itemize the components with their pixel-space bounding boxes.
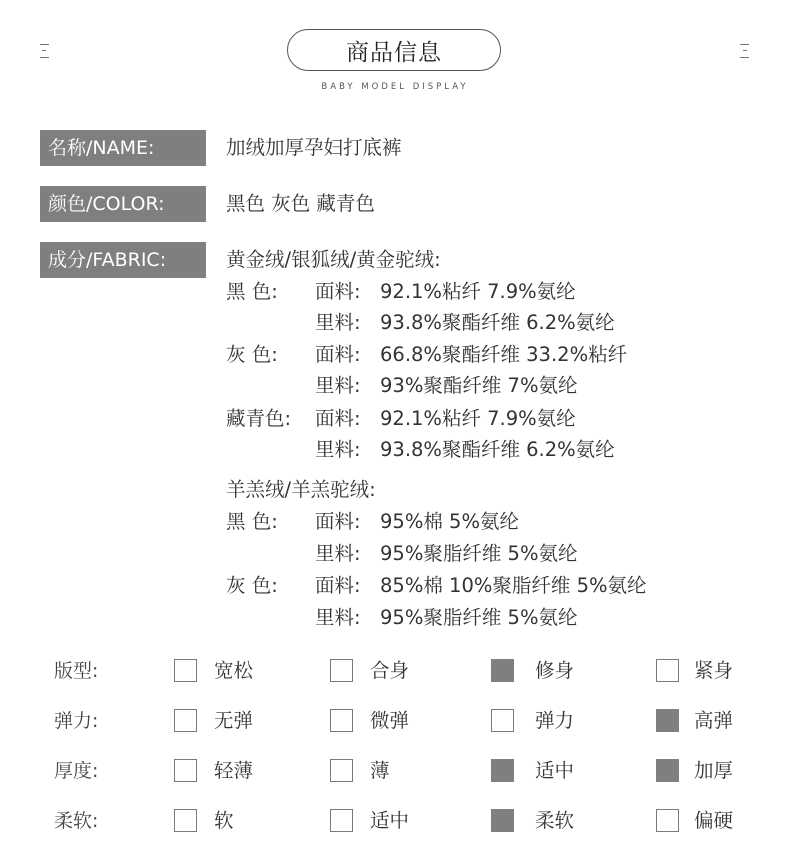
fabric-content: 95%聚脂纤维 5%氨纶 xyxy=(380,606,578,629)
attribute-label: 弹力: xyxy=(54,710,99,732)
attribute-row-fit: 版型: 宽松 合身 修身 紧身 xyxy=(0,656,790,686)
fabric-content: 95%聚脂纤维 5%氨纶 xyxy=(380,542,578,565)
attribute-row-softness: 柔软: 软 适中 柔软 偏硬 xyxy=(0,806,790,836)
attribute-label: 厚度: xyxy=(54,760,99,782)
checkbox[interactable] xyxy=(491,709,514,732)
fabric-label: 成分/FABRIC: xyxy=(40,242,206,278)
checkbox[interactable] xyxy=(330,809,353,832)
attribute-row-thickness: 厚度: 轻薄 薄 适中 加厚 xyxy=(0,756,790,786)
attribute-label: 版型: xyxy=(54,660,99,682)
fabric-content: 93.8%聚酯纤维 6.2%氨纶 xyxy=(380,311,615,334)
checkbox[interactable] xyxy=(174,709,197,732)
fabric-type-label: 面料: xyxy=(315,510,361,533)
fabric-content: 93.8%聚酯纤维 6.2%氨纶 xyxy=(380,438,615,461)
fabric-content: 95%棉 5%氨纶 xyxy=(380,510,519,533)
fabric-content: 85%棉 10%聚脂纤维 5%氨纶 xyxy=(380,574,647,597)
checkbox[interactable] xyxy=(491,809,514,832)
fabric-type-label: 面料: xyxy=(315,574,361,597)
corner-bracket-left-icon xyxy=(40,44,49,58)
page-subtitle: BABY MODEL DISPLAY xyxy=(321,82,469,92)
checkbox[interactable] xyxy=(656,709,679,732)
fabric-type-label: 里料: xyxy=(315,542,361,565)
name-value: 加绒加厚孕妇打底裤 xyxy=(226,136,402,159)
checkbox[interactable] xyxy=(491,759,514,782)
fabric-content: 66.8%聚酯纤维 33.2%粘纤 xyxy=(380,343,628,366)
fabric-type-label: 面料: xyxy=(315,343,361,366)
checkbox[interactable] xyxy=(656,759,679,782)
fabric-type-label: 里料: xyxy=(315,438,361,461)
fabric-color-label: 藏青色: xyxy=(226,407,292,430)
fabric-group-title: 羊羔绒/羊羔驼绒: xyxy=(226,478,376,501)
fabric-type-label: 面料: xyxy=(315,280,361,303)
fabric-content: 92.1%粘纤 7.9%氨纶 xyxy=(380,280,576,303)
fabric-content: 92.1%粘纤 7.9%氨纶 xyxy=(380,407,576,430)
checkbox[interactable] xyxy=(174,759,197,782)
fabric-type-label: 面料: xyxy=(315,407,361,430)
attribute-label: 柔软: xyxy=(54,810,99,832)
checkbox[interactable] xyxy=(174,659,197,682)
checkbox[interactable] xyxy=(656,809,679,832)
color-label: 颜色/COLOR: xyxy=(40,186,206,222)
name-label: 名称/NAME: xyxy=(40,130,206,166)
fabric-color-label: 黑 色: xyxy=(226,510,278,533)
fabric-content: 93%聚酯纤维 7%氨纶 xyxy=(380,374,578,397)
color-value: 黑色 灰色 藏青色 xyxy=(226,192,375,215)
fabric-type-label: 里料: xyxy=(315,606,361,629)
fabric-type-label: 里料: xyxy=(315,311,361,334)
checkbox[interactable] xyxy=(330,759,353,782)
checkbox[interactable] xyxy=(491,659,514,682)
corner-bracket-right-icon xyxy=(740,44,749,58)
fabric-color-label: 灰 色: xyxy=(226,343,278,366)
checkbox[interactable] xyxy=(656,659,679,682)
page-title: 商品信息 xyxy=(287,29,501,71)
fabric-type-label: 里料: xyxy=(315,374,361,397)
checkbox[interactable] xyxy=(330,709,353,732)
fabric-color-label: 灰 色: xyxy=(226,574,278,597)
fabric-color-label: 黑 色: xyxy=(226,280,278,303)
checkbox[interactable] xyxy=(330,659,353,682)
fabric-group-title: 黄金绒/银狐绒/黄金驼绒: xyxy=(226,248,441,271)
attribute-row-elasticity: 弹力: 无弹 微弹 弹力 高弹 xyxy=(0,706,790,736)
checkbox[interactable] xyxy=(174,809,197,832)
